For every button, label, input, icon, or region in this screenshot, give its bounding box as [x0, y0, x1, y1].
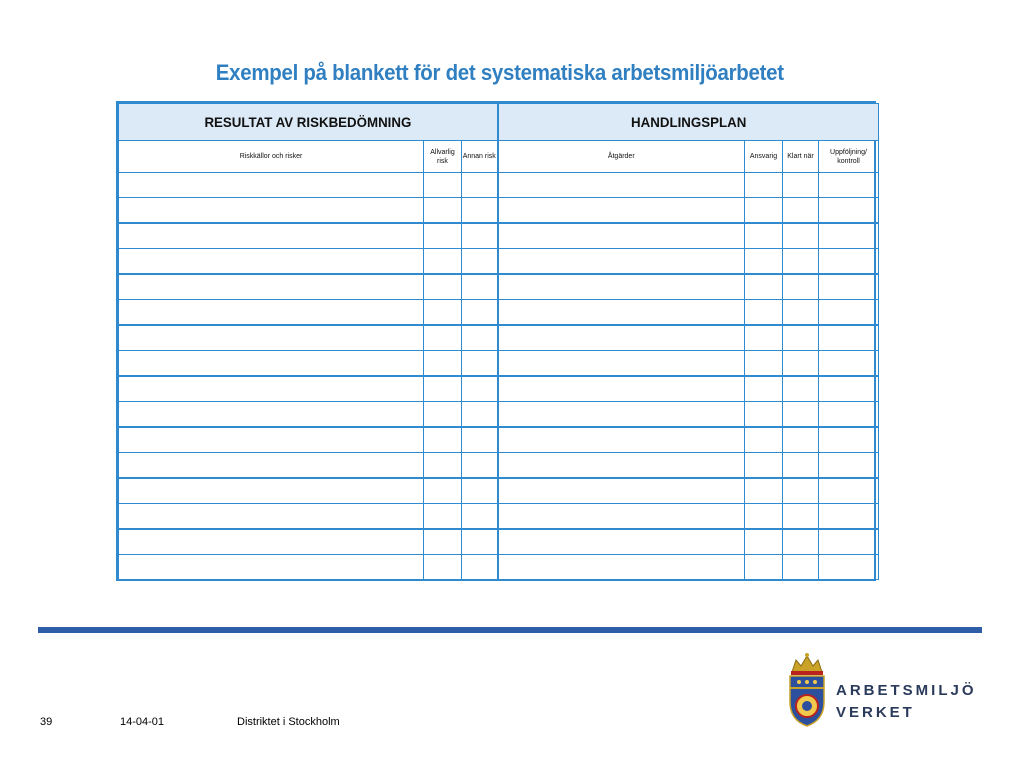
column-label: Klart när: [787, 153, 814, 160]
form-cell[interactable]: [462, 453, 498, 479]
form-cell[interactable]: [424, 453, 462, 479]
form-cell[interactable]: [783, 173, 819, 198]
section-header-row: [119, 104, 879, 141]
form-cell[interactable]: [498, 351, 745, 377]
form-cell[interactable]: [745, 300, 783, 326]
form-cell[interactable]: [745, 249, 783, 275]
table-row: [119, 402, 879, 428]
form-cell[interactable]: [462, 223, 498, 249]
logo-line1: ARBETSMILJÖ: [836, 682, 977, 699]
form-cell[interactable]: [783, 427, 819, 453]
form-cell[interactable]: [745, 529, 783, 555]
form-cell[interactable]: [498, 198, 745, 224]
form-cell[interactable]: [819, 453, 879, 479]
form-cell[interactable]: [424, 198, 462, 224]
form-cell[interactable]: [498, 555, 745, 580]
table-row: [119, 198, 879, 224]
column-label: Ansvarig: [749, 153, 778, 160]
form-cell[interactable]: [119, 325, 424, 351]
column-header-annan: [462, 141, 498, 173]
form-cell[interactable]: [462, 529, 498, 555]
form-cell[interactable]: [424, 529, 462, 555]
form-cell[interactable]: [119, 478, 424, 504]
form-cell[interactable]: [498, 376, 745, 402]
form-cell[interactable]: [119, 351, 424, 377]
page-title: Exempel på blankett för det systematiska arbetsmiljöarbetet: [215, 60, 784, 85]
form-cell[interactable]: [819, 351, 879, 377]
form-cell[interactable]: [462, 198, 498, 224]
table-row: [119, 274, 879, 300]
form-cell[interactable]: [424, 249, 462, 275]
table-row: [119, 173, 879, 198]
form-cell[interactable]: [498, 427, 745, 453]
form-cell[interactable]: [498, 325, 745, 351]
form-cell[interactable]: [819, 529, 879, 555]
form-cell[interactable]: [745, 274, 783, 300]
table-row: [119, 223, 879, 249]
form-cell[interactable]: [119, 249, 424, 275]
form-cell[interactable]: [498, 402, 745, 428]
form-cell[interactable]: [498, 223, 745, 249]
form-cell[interactable]: [783, 198, 819, 224]
form-cell[interactable]: [745, 198, 783, 224]
column-header-uppfoljning: [819, 141, 879, 173]
form-cell[interactable]: [745, 504, 783, 530]
form-cell[interactable]: [462, 249, 498, 275]
table-row: [119, 376, 879, 402]
form-cell[interactable]: [819, 504, 879, 530]
form-cell[interactable]: [819, 198, 879, 224]
form-table: [118, 103, 879, 580]
form-cell[interactable]: [745, 555, 783, 580]
form-cell[interactable]: [119, 274, 424, 300]
footer-date: 14-04-01: [120, 716, 165, 728]
form-cell[interactable]: [462, 351, 498, 377]
table-row: [119, 555, 879, 580]
section-header-handlingsplan: [498, 104, 879, 141]
form-cell[interactable]: [745, 478, 783, 504]
form-cell[interactable]: [462, 173, 498, 198]
form-cell[interactable]: [424, 555, 462, 580]
column-label: Allvarlig risk: [430, 148, 455, 165]
section-label-right: HANDLINGSPLAN: [630, 114, 746, 130]
form-cell[interactable]: [819, 376, 879, 402]
form-cell[interactable]: [424, 300, 462, 326]
form-cell[interactable]: [783, 325, 819, 351]
column-header-riskkallor: [119, 141, 424, 173]
column-header-atgarder: [498, 141, 745, 173]
form-cell[interactable]: [119, 427, 424, 453]
form-cell[interactable]: [119, 453, 424, 479]
form-cell[interactable]: [119, 173, 424, 198]
table-row: [119, 351, 879, 377]
form-cell[interactable]: [424, 376, 462, 402]
form-cell[interactable]: [462, 325, 498, 351]
form-cell[interactable]: [424, 325, 462, 351]
table-row: [119, 529, 879, 555]
form-cell[interactable]: [119, 504, 424, 530]
form-cell[interactable]: [462, 555, 498, 580]
form-cell[interactable]: [498, 504, 745, 530]
form-cell[interactable]: [424, 274, 462, 300]
form-cell[interactable]: [745, 453, 783, 479]
form-cell[interactable]: [783, 351, 819, 377]
column-header-ansvarig: [745, 141, 783, 173]
section-label-left: RESULTAT AV RISKBEDÖMNING: [204, 114, 412, 130]
form-cell[interactable]: [424, 351, 462, 377]
form-cell[interactable]: [819, 325, 879, 351]
column-label: Annan risk: [462, 153, 496, 160]
form-cell[interactable]: [783, 402, 819, 428]
form-cell[interactable]: [119, 376, 424, 402]
form-cell[interactable]: [819, 478, 879, 504]
form-cell[interactable]: [783, 478, 819, 504]
form-cell[interactable]: [783, 274, 819, 300]
form-cell[interactable]: [745, 223, 783, 249]
column-label: Åtgärder: [607, 153, 635, 160]
form-cell[interactable]: [119, 223, 424, 249]
form-cell[interactable]: [745, 402, 783, 428]
form-cell[interactable]: [819, 300, 879, 326]
form-cell[interactable]: [462, 300, 498, 326]
table-row: [119, 478, 879, 504]
page-number: 39: [40, 716, 53, 728]
coat-of-arms-icon: [790, 653, 824, 726]
form-cell[interactable]: [498, 300, 745, 326]
footer-divider-bar: [38, 627, 982, 633]
form-cell[interactable]: [462, 478, 498, 504]
form-cell[interactable]: [424, 504, 462, 530]
form-cell[interactable]: [462, 274, 498, 300]
form-cell[interactable]: [424, 173, 462, 198]
form-cell[interactable]: [745, 325, 783, 351]
form-cell[interactable]: [498, 453, 745, 479]
form-cell[interactable]: [424, 402, 462, 428]
column-header-row: [119, 141, 879, 173]
form-cell[interactable]: [783, 249, 819, 275]
form-cell[interactable]: [783, 223, 819, 249]
form-cell[interactable]: [462, 376, 498, 402]
form-cell[interactable]: [783, 555, 819, 580]
form-cell[interactable]: [819, 223, 879, 249]
form-cell[interactable]: [498, 173, 745, 198]
form-cell[interactable]: [498, 529, 745, 555]
form-cell[interactable]: [783, 376, 819, 402]
form-cell[interactable]: [119, 198, 424, 224]
form-cell[interactable]: [462, 504, 498, 530]
table-row: [119, 249, 879, 275]
logo-line2: VERKET: [836, 704, 915, 721]
form-cell[interactable]: [498, 274, 745, 300]
form-body: [119, 173, 879, 580]
form-cell[interactable]: [745, 173, 783, 198]
form-cell[interactable]: [745, 427, 783, 453]
form-cell[interactable]: [783, 504, 819, 530]
form-cell[interactable]: [819, 274, 879, 300]
form-cell[interactable]: [819, 173, 879, 198]
table-row: [119, 453, 879, 479]
form-cell[interactable]: [819, 427, 879, 453]
risk-assessment-form: [116, 101, 876, 581]
column-header-allvarlig: [424, 141, 462, 173]
table-row: [119, 427, 879, 453]
form-cell[interactable]: [745, 376, 783, 402]
column-label: Riskkällor och risker: [239, 153, 303, 160]
form-cell[interactable]: [783, 453, 819, 479]
form-cell[interactable]: [119, 300, 424, 326]
form-cell[interactable]: [819, 555, 879, 580]
column-header-klart: [783, 141, 819, 173]
footer-district: Distriktet i Stockholm: [237, 716, 340, 728]
form-cell[interactable]: [783, 529, 819, 555]
table-row: [119, 300, 879, 326]
form-cell[interactable]: [819, 402, 879, 428]
form-cell[interactable]: [424, 223, 462, 249]
form-cell[interactable]: [119, 555, 424, 580]
form-cell[interactable]: [424, 478, 462, 504]
table-row: [119, 325, 879, 351]
form-cell[interactable]: [119, 529, 424, 555]
form-cell[interactable]: [119, 402, 424, 428]
form-cell[interactable]: [462, 402, 498, 428]
form-cell[interactable]: [498, 249, 745, 275]
arbetsmiljoverket-logo: [784, 652, 984, 730]
table-row: [119, 504, 879, 530]
section-header-riskbedomning: [119, 104, 498, 141]
form-cell[interactable]: [745, 351, 783, 377]
form-cell[interactable]: [819, 249, 879, 275]
form-cell[interactable]: [783, 300, 819, 326]
form-cell[interactable]: [462, 427, 498, 453]
form-cell[interactable]: [498, 478, 745, 504]
column-label: Uppföljning/ kontroll: [830, 148, 867, 165]
form-cell[interactable]: [424, 427, 462, 453]
